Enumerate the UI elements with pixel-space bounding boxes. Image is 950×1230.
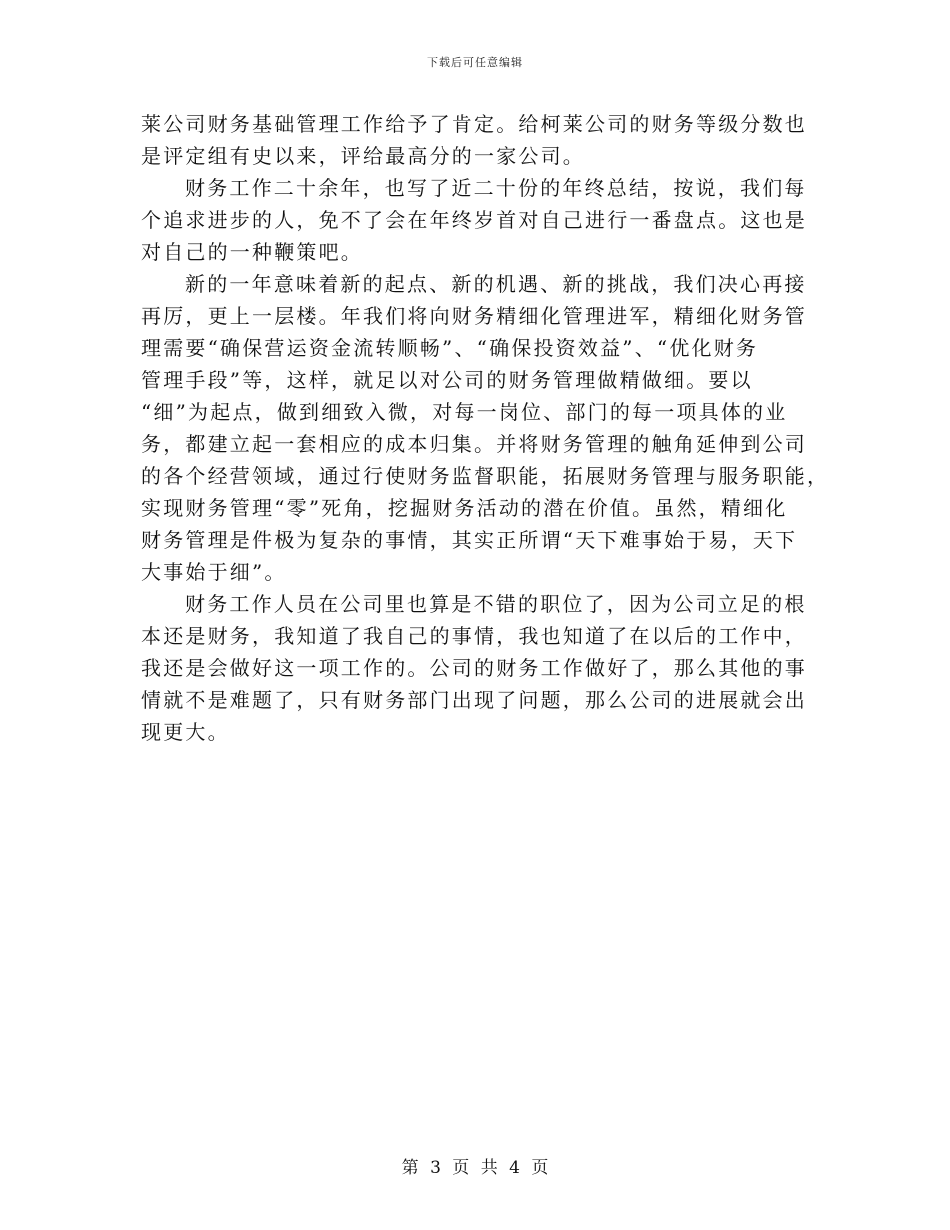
paragraph-1 — [141, 108, 811, 172]
paragraph-line: 我还是会做好这一项工作的。公司的财务工作做好了，那么其他的事 — [141, 656, 807, 680]
paragraph-2 — [141, 172, 811, 268]
paragraph-line: 务，都建立起一套相应的成本归集。并将财务管理的触角延伸到公司 — [141, 432, 807, 456]
paragraph-line: 现更大。 — [141, 720, 230, 744]
paragraph-line: 莱公司财务基础管理工作给予了肯定。给柯莱公司的财务等级分数也 — [141, 112, 807, 136]
paragraph-line: 本还是财务，我知道了我自己的事情，我也知道了在以后的工作中， — [141, 624, 807, 648]
paragraph-4 — [141, 588, 811, 748]
paragraph-line: 再厉，更上一层楼。年我们将向财务精细化管理进军，精细化财务管 — [141, 304, 807, 328]
paragraph-line: 情就不是难题了，只有财务部门出现了问题，那么公司的进展就会出 — [141, 688, 807, 712]
paragraph-3 — [141, 268, 830, 588]
paragraph-line: 管理手段”等，这样，就足以对公司的财务管理做精做细。要以 — [141, 368, 753, 392]
paragraph-line: 是评定组有史以来，评给最高分的一家公司。 — [141, 144, 585, 168]
paragraph-line: 财务工作人员在公司里也算是不错的职位了，因为公司立足的根 — [185, 592, 807, 616]
paragraph-line: 财务工作二十余年，也写了近二十份的年终总结，按说，我们每 — [185, 176, 807, 200]
page-footer: 第 3 页 共 4 页 — [401, 1158, 549, 1178]
page-header: 下载后可任意编辑 — [427, 56, 523, 69]
document-body — [141, 108, 830, 748]
paragraph-line: “细”为起点，做到细致入微，对每一岗位、部门的每一项具体的业 — [141, 400, 788, 424]
paragraph-line: 财务管理是件极为复杂的事情，其实正所谓“天下难事始于易，天下 — [141, 528, 798, 552]
paragraph-line: 实现财务管理“零”死角，挖掘财务活动的潜在价值。虽然，精细化 — [141, 496, 788, 520]
paragraph-line: 大事始于细”。 — [141, 560, 287, 584]
paragraph-line: 的各个经营领域，通过行使财务监督职能，拓展财务管理与服务职能， — [141, 464, 830, 488]
paragraph-line: 个追求进步的人，免不了会在年终岁首对自己进行一番盘点。这也是 — [141, 208, 807, 232]
paragraph-line: 理需要“确保营运资金流转顺畅”、“确保投资效益”、“优化财务 — [141, 336, 759, 360]
paragraph-line: 对自己的一种鞭策吧。 — [141, 240, 363, 264]
paragraph-line: 新的一年意味着新的起点、新的机遇、新的挑战，我们决心再接 — [185, 272, 807, 296]
